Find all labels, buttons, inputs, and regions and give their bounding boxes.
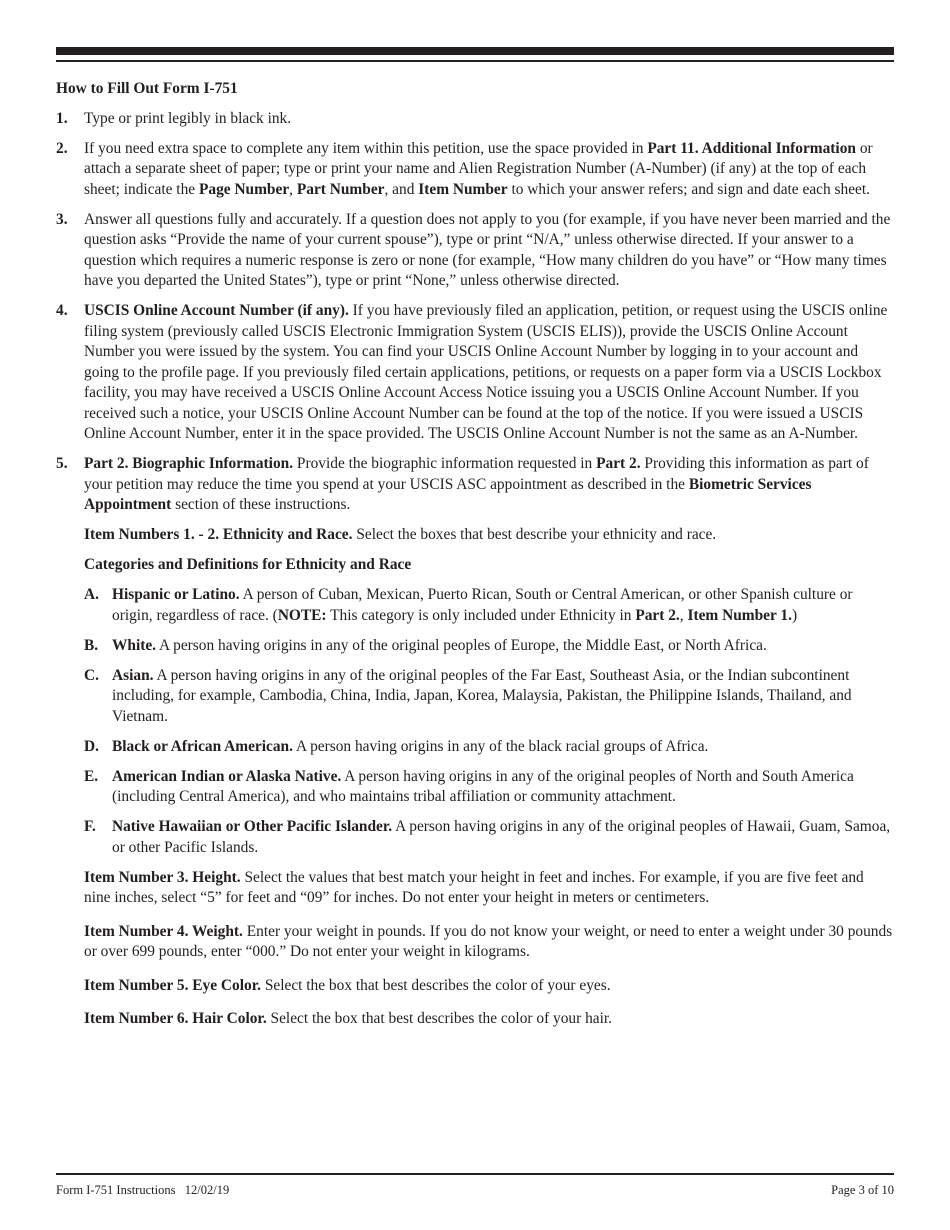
item-number: 4.	[56, 302, 68, 319]
text-run: A person having origins in any of the original peoples of the Far East, Southeast Asia, or the Indian subcontinent including, for example, Cambodia, China, India, Japan, Korea, Malaysia, Pakistan, the Philippine Islands, Thailand, and Vietnam.	[112, 666, 852, 725]
category-f	[84, 817, 894, 858]
category-letter: A.	[84, 586, 99, 603]
bold-run: Black or African American.	[112, 737, 293, 755]
bold-run: Item Number 4. Weight.	[84, 922, 243, 940]
category-b	[84, 636, 894, 657]
footer-rule	[56, 1173, 894, 1175]
category-text	[112, 817, 894, 858]
text-run: Select the box that best describes the color of your eyes.	[260, 976, 611, 994]
bold-run: Item Number 6. Hair Color.	[84, 1010, 267, 1027]
bold-run: Asian.	[112, 666, 154, 684]
text-run: )	[791, 606, 798, 624]
category-text	[112, 767, 894, 808]
item-text	[84, 454, 894, 516]
text-run: Providing this information as part of your petition may reduce the time you spend at your USCIS ASC appointment as described in the	[84, 455, 869, 493]
instruction-item-3	[56, 210, 894, 292]
bold-run: Item Number 1.	[687, 606, 792, 624]
category-text	[112, 666, 894, 728]
text-run: A person having origins in any of the black racial groups of Africa.	[292, 737, 709, 755]
bold-run: USCIS Online Account Number (if any).	[84, 302, 349, 319]
item-text: Answer all questions fully and accurately. If a question does not apply to you (for example, if you have never been married and the question asks “Provide the name of your current spouse”), type or print “N/A,” unless otherwise directed. If your answer to a question which requires a numeric response is zero or none (for example, “How many children do you have” or “How many times have you departed the United States”), type or print “None,” unless otherwise directed.	[84, 210, 891, 289]
category-letter: D.	[84, 737, 99, 755]
instruction-item-4	[56, 301, 894, 445]
category-a	[84, 585, 894, 626]
item-text: Type or print legibly in black ink.	[84, 109, 292, 127]
instructions-content	[56, 79, 894, 1039]
category-d	[84, 737, 894, 758]
text-run: Provide the biographic information requested in	[293, 455, 597, 472]
bold-run: Part 2. Biographic Information.	[84, 455, 294, 472]
text-run: Select the box that best describes the color of your hair.	[266, 1010, 613, 1027]
bold-run: American Indian or Alaska Native.	[112, 767, 342, 785]
item-text	[84, 301, 894, 445]
bold-run: Native Hawaiian or Other Pacific Islander.	[112, 818, 393, 835]
text-run: A person having origins in any of the original peoples of Hawaii, Guam, Samoa, or other Pacific Islands.	[112, 818, 891, 856]
header-rule-thin	[56, 60, 894, 62]
text-run: A person having origins in any of the original peoples of North and South America (including Central America), and who maintains tribal affiliation or community attachment.	[112, 767, 854, 805]
item-number: 5.	[56, 455, 68, 472]
bold-run: Item Number 3. Height.	[84, 868, 241, 886]
category-letter: B.	[84, 636, 99, 654]
page-number: Page 3 of 10	[831, 1183, 894, 1197]
ethnicity-race-paragraph	[84, 525, 894, 546]
text-run: ,	[679, 606, 688, 624]
categories-heading: Categories and Definitions for Ethnicity and Race	[84, 556, 412, 573]
bold-run: Part 2.	[596, 455, 641, 472]
eye-color-paragraph	[84, 976, 894, 997]
bold-run: White.	[112, 636, 157, 654]
text-run: Select the boxes that best describe your ethnicity and race.	[352, 526, 717, 543]
category-text	[112, 636, 894, 657]
page-footer	[56, 1183, 894, 1198]
instruction-item-2	[56, 139, 894, 201]
hair-color-paragraph	[84, 1009, 894, 1030]
text-run: or attach a separate sheet of paper; type or print your name and Alien Registration Number (A-Number) (if any) at the top of each sheet; indicate the	[84, 139, 873, 198]
text-run: This category is only included under Ethnicity in	[326, 606, 636, 624]
text-run: A person of Cuban, Mexican, Puerto Rican, South or Central American, or other Spanish culture or origin, regardless of race. (	[112, 586, 853, 624]
item-number: 2.	[56, 139, 68, 157]
bold-run: Part Number	[296, 180, 385, 198]
category-text	[112, 737, 894, 758]
text-run: , and	[384, 180, 419, 198]
text-run: to which your answer refers; and sign and date each sheet.	[507, 180, 870, 198]
bold-run: Item Number 5. Eye Color.	[84, 976, 261, 994]
category-text	[112, 585, 894, 626]
bold-run: NOTE:	[277, 606, 327, 624]
height-paragraph	[84, 868, 894, 909]
item-number: 3.	[56, 210, 68, 228]
section-heading: How to Fill Out Form I-751	[56, 80, 238, 97]
instruction-item-1	[56, 109, 894, 130]
text-run: Enter your weight in pounds. If you do not know your weight, or need to enter a weight under 30 pounds or over 699 pounds, enter “000.” Do not enter your weight in kilograms.	[84, 922, 893, 960]
text-run: section of these instructions.	[171, 496, 351, 513]
bold-run: Biometric Services Appointment	[84, 475, 812, 513]
form-edition: Form I-751 Instructions 12/02/19	[56, 1183, 230, 1197]
item-number: 1.	[56, 109, 68, 127]
bold-run: Item Numbers 1. - 2. Ethnicity and Race.	[84, 526, 353, 543]
header-rule-thick	[56, 47, 894, 55]
bold-run: Hispanic or Latino.	[112, 586, 240, 603]
bold-run: Page Number	[198, 180, 290, 198]
text-run: A person having origins in any of the original peoples of Europe, the Middle East, or North Africa.	[156, 636, 767, 654]
bold-run: Item Number	[418, 180, 508, 198]
category-letter: F.	[84, 818, 96, 835]
category-e	[84, 767, 894, 808]
instruction-item-5	[56, 454, 894, 516]
weight-paragraph	[84, 922, 894, 963]
category-c	[84, 666, 894, 728]
text-run: If you need extra space to complete any item within this petition, use the space provided in	[84, 139, 648, 157]
item-text	[84, 139, 894, 201]
bold-run: Part 2.	[635, 606, 680, 624]
category-letter: E.	[84, 767, 99, 785]
text-run: ,	[289, 180, 297, 198]
text-run: Select the values that best match your height in feet and inches. For example, if you are five feet and nine inches, select “5” for feet and “09” for inches. Do not enter your height in meters or centimeters.	[84, 868, 864, 906]
bold-run: Part 11. Additional Information	[647, 139, 856, 157]
category-letter: C.	[84, 666, 99, 684]
text-run: If you have previously filed an application, petition, or request using the USCIS online filing system (previously called USCIS Electronic Immigration System (USCIS ELIS)), provide the USCIS Online Account Number you were issued by the system. You can find your USCIS Online Account Number by logging in to your account and going to the profile page. If you previously filed certain applications, petitions, or requests on a paper form via a USCIS Lockbox facility, you may have received a USCIS Online Account Access Notice issuing you a USCIS Online Account Number. If you received such a notice, your USCIS Online Account Number can be found at the top of the notice. If you were issued a USCIS Online Account Number, enter it in the space provided. The USCIS Online Account Number is not the same as an A-Number.	[84, 302, 888, 442]
